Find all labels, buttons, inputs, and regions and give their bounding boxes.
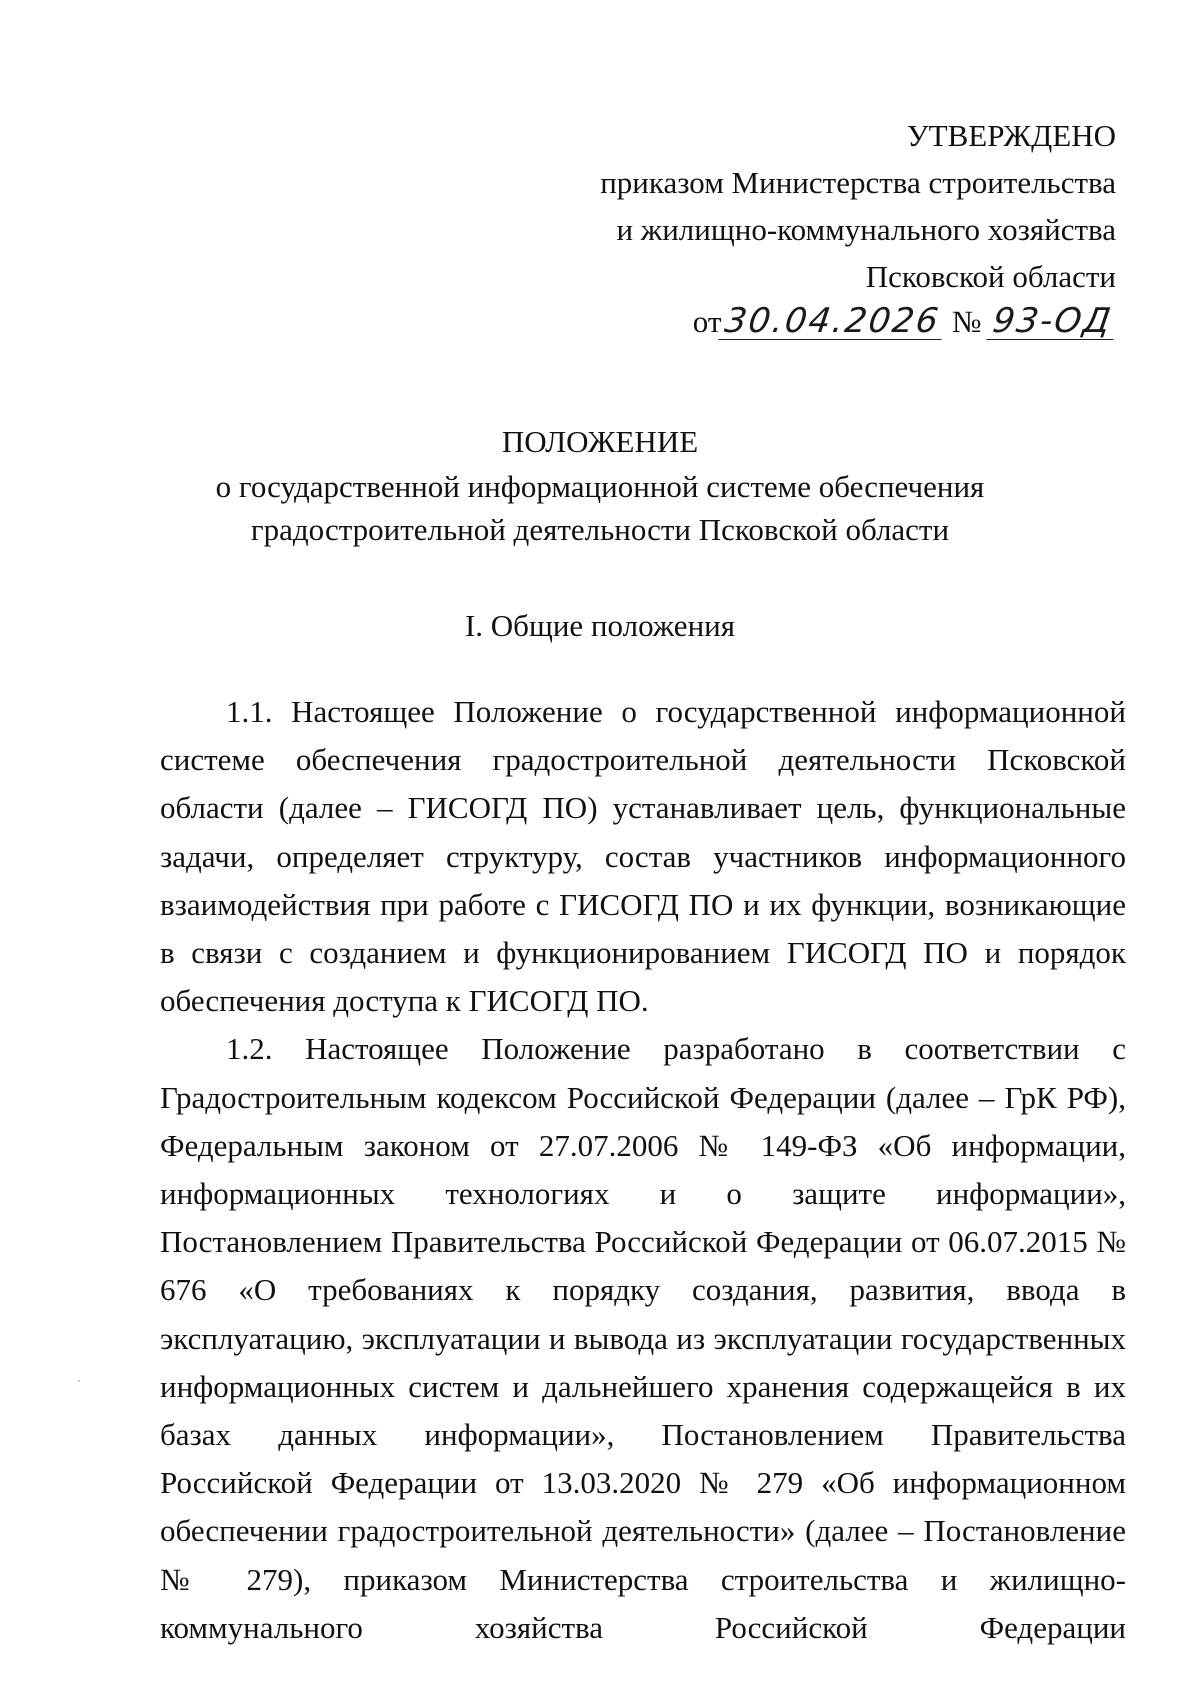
order-reference [600,298,1116,345]
approval-line-1: приказом Министерства строительства [600,165,1116,200]
document-title-block [0,420,1200,551]
from-label: от [692,304,722,339]
approval-line-2: и жилищно-коммунального хозяйства [616,212,1116,247]
document-title: ПОЛОЖЕНИЕ [501,424,699,459]
handwritten-date: 30.04.2026 [719,303,947,340]
section-heading: I. Общие положения [464,608,736,643]
approval-block [600,112,1116,345]
paragraph-1-2: 1.2. Настоящее Положение разработано в соответствии с Градостроительным кодексом Российской Федерации (далее – ГрК РФ), Федеральным законом от 27.07.2006 № 149-ФЗ «Об информации, информационных технологиях и о защите информации», Постановлением Правительства Российской Федерации от 06.07.2015 № 676 «О требованиях к порядку создания, развития, ввода в эксплуатацию, эксплуатации и вывода из эксплуатации государственных информационных систем и дальнейшего хранения содержащейся в их базах данных информации», Постановлением Правительства Российской Федерации от 13.03.2020 № 279 «Об информационном обеспечении градостроительной деятельности» (далее – Постановление № 279), приказом Министерства строительства и жилищно-коммунального хозяйства Российской Федерации [160,1031,1126,1645]
handwritten-number: 93-ОД [987,303,1119,340]
document-subtitle-line-1: о государственной информационной системе обеспечения [215,469,985,504]
approval-heading: УТВЕРЖДЕНО [906,118,1116,153]
scan-speck [78,1380,80,1382]
paragraph-1-1: 1.1. Настоящее Положение о государственной информационной системе обеспечения градостроительной деятельности Псковской области (далее – ГИСОГД ПО) устанавливает цель, функциональные задачи, определяет структуру, состав участников информационного взаимодействия при работе с ГИСОГД ПО и их функции, возникающие в связи с созданием и функционированием ГИСОГД ПО и порядок обеспечения доступа к ГИСОГД ПО. [160,694,1126,1019]
document-body [160,688,1126,1652]
number-label: № [951,304,982,339]
approval-line-3: Псковской области [865,259,1116,294]
document-subtitle-line-2: градостроительной деятельности Псковской области [250,512,950,547]
